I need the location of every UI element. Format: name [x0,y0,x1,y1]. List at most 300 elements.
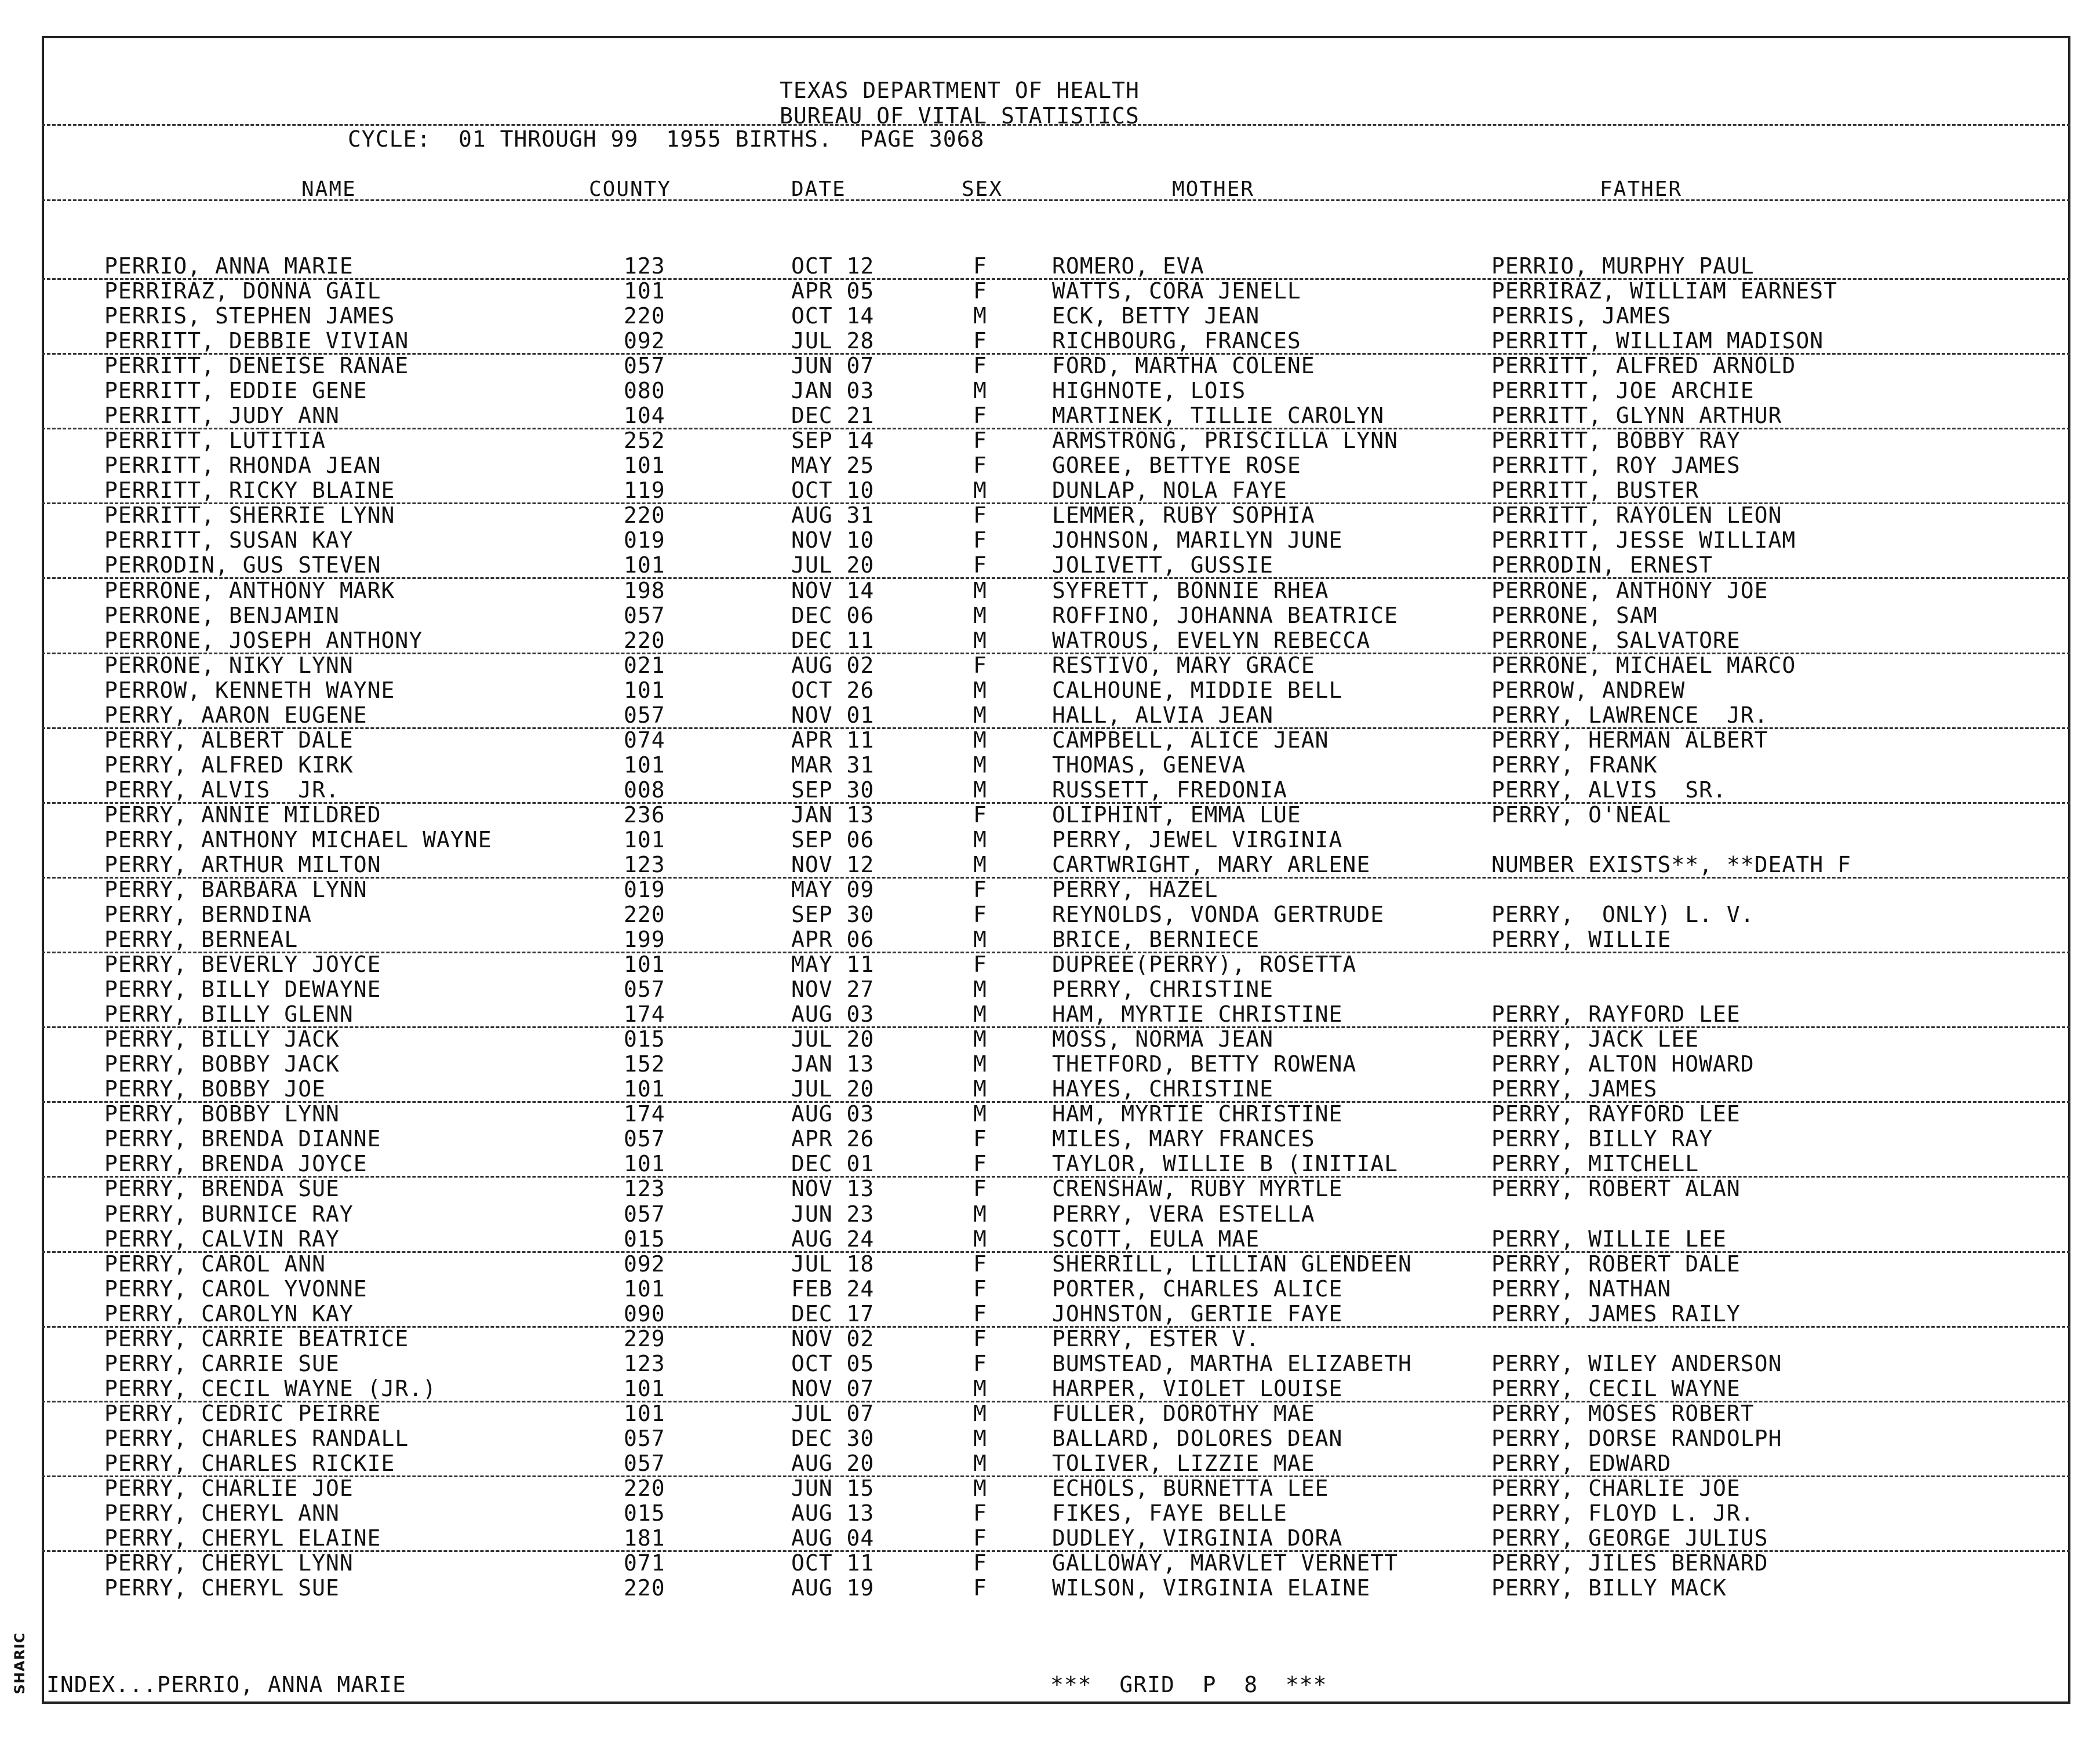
cell-date: JAN 03 [791,378,875,404]
cell-name: PERRY, ARTHUR MILTON [104,851,381,877]
cell-sex: M [973,927,987,953]
cell-mother: MARTINEK, TILLIE CAROLYN [1052,403,1385,429]
cell-date: NOV 07 [791,1375,875,1401]
cell-name: PERRITT, JUDY ANN [104,403,340,429]
cell-county: 015 [624,1226,665,1252]
cell-county: 123 [624,851,665,877]
cell-father: PERRONE, ANTHONY JOE [1491,577,1768,603]
cell-county: 123 [624,1176,665,1202]
cell-county: 071 [624,1550,665,1576]
cell-mother: BALLARD, DOLORES DEAN [1052,1425,1343,1451]
cell-sex: F [973,1300,987,1327]
cell-father: PERRY, JAMES RAILY [1491,1300,1741,1327]
cell-name: PERRITT, DEBBIE VIVIAN [104,328,409,354]
cell-name: PERRITT, SUSAN KAY [104,527,354,553]
cell-name: PERRIS, STEPHEN JAMES [104,303,395,329]
cell-name: PERRITT, LUTITIA [104,428,326,454]
cell-mother: ARMSTRONG, PRISCILLA LYNN [1052,428,1398,454]
cell-father: PERRY, GEORGE JULIUS [1491,1525,1768,1551]
cell-sex: M [973,1450,987,1476]
cell-date: NOV 12 [791,851,875,877]
cell-father: PERRY, EDWARD [1491,1450,1672,1476]
cell-name: PERRY, BARBARA LYNN [104,877,367,902]
cell-sex: M [973,826,987,852]
cell-father: PERRY, BILLY RAY [1491,1126,1713,1152]
cell-mother: OLIPHINT, EMMA LUE [1052,801,1301,828]
cell-father: PERRY, JILES BERNARD [1491,1550,1768,1576]
cell-sex: F [973,253,987,279]
cell-name: PERRY, CHERYL ELAINE [104,1525,381,1551]
cell-mother: SYFRETT, BONNIE RHEA [1052,577,1329,603]
cell-father: PERRITT, JOE ARCHIE [1491,378,1755,404]
cell-mother: BRICE, BERNIECE [1052,927,1260,953]
cell-name: PERRY, BRENDA SUE [104,1176,340,1202]
cell-date: SEP 30 [791,777,875,803]
cell-county: 101 [624,278,665,304]
cell-mother: HAYES, CHRISTINE [1052,1076,1274,1102]
cell-name: PERRONE, JOSEPH ANTHONY [104,627,423,653]
cell-date: JUL 28 [791,328,875,354]
cell-father: PERRY, JAMES [1491,1076,1658,1102]
cell-sex: M [973,977,987,1003]
header-subtitle: BUREAU OF VITAL STATISTICS [780,103,1140,129]
cell-sex: M [973,1101,987,1127]
cell-sex: M [973,303,987,329]
cell-name: PERRY, CHARLES RICKIE [104,1450,395,1476]
cell-sex: M [973,1076,987,1102]
cell-name: PERRY, CHERYL ANN [104,1500,340,1526]
cell-date: JUL 18 [791,1251,875,1277]
cell-father: PERRIS, JAMES [1491,303,1672,329]
cell-date: FEB 24 [791,1276,875,1302]
cell-name: PERRY, ALVIS JR. [104,777,340,803]
cell-date: DEC 11 [791,627,875,653]
column-header-county: COUNTY [589,177,672,201]
cell-date: JUL 20 [791,1076,875,1102]
cell-date: AUG 13 [791,1500,875,1526]
cell-mother: FIKES, FAYE BELLE [1052,1500,1287,1526]
cell-name: PERRY, CHARLES RANDALL [104,1425,409,1451]
cell-sex: F [973,1176,987,1202]
cell-mother: GALLOWAY, MARVLET VERNETT [1052,1550,1398,1576]
cell-sex: M [973,1001,987,1028]
cell-father: PERRY, DORSE RANDOLPH [1491,1425,1782,1451]
cell-county: 057 [624,702,665,728]
cell-county: 236 [624,801,665,828]
cell-date: JUN 15 [791,1475,875,1501]
cell-county: 101 [624,1276,665,1302]
cell-county: 101 [624,952,665,978]
cell-mother: PERRY, VERA ESTELLA [1052,1201,1315,1227]
cell-date: AUG 03 [791,1001,875,1028]
column-header-rule [42,199,2070,201]
cell-county: 092 [624,1251,665,1277]
cell-father: PERRITT, BUSTER [1491,478,1699,504]
cell-name: PERRONE, BENJAMIN [104,602,340,628]
cell-mother: LEMMER, RUBY SOPHIA [1052,502,1315,529]
cell-sex: F [973,502,987,529]
cell-sex: F [973,1126,987,1152]
cell-father: PERRY, RAYFORD LEE [1491,1001,1741,1028]
footer-grid: *** GRID P 8 *** [1050,1672,1327,1697]
cell-county: 220 [624,902,665,928]
header-rule [42,124,2070,126]
cell-father: PERRITT, ALFRED ARNOLD [1491,353,1796,379]
cell-name: PERRY, CHERYL LYNN [104,1550,354,1576]
cell-county: 019 [624,527,665,553]
cell-county: 174 [624,1001,665,1028]
cell-county: 220 [624,502,665,529]
cell-father: PERRY, BILLY MACK [1491,1575,1727,1601]
side-label-text: SHARIC [12,1632,28,1695]
cell-county: 101 [624,677,665,703]
cell-county: 220 [624,627,665,653]
cell-sex: M [973,478,987,504]
cell-sex: M [973,1425,987,1451]
cell-sex: M [973,1375,987,1401]
cell-father: PERRITT, BOBBY RAY [1491,428,1741,454]
cell-county: 152 [624,1051,665,1077]
cell-county: 101 [624,1375,665,1401]
cell-father: PERRY, ROBERT DALE [1491,1251,1741,1277]
cell-name: PERRY, CECIL WAYNE (JR.) [104,1375,437,1401]
cell-county: 008 [624,777,665,803]
cell-name: PERRY, ANTHONY MICHAEL WAYNE [104,826,492,852]
cell-mother: ECK, BETTY JEAN [1052,303,1260,329]
cell-date: APR 26 [791,1126,875,1152]
cell-county: 092 [624,328,665,354]
cell-county: 057 [624,977,665,1003]
row-separator [42,278,2070,280]
cell-county: 057 [624,602,665,628]
cell-date: SEP 06 [791,826,875,852]
cell-father: PERRONE, SALVATORE [1491,627,1741,653]
cell-father: PERRONE, SAM [1491,602,1658,628]
cell-date: DEC 01 [791,1151,875,1177]
cell-father: PERRY, HERMAN ALBERT [1491,727,1768,753]
cell-father: PERRY, LAWRENCE JR. [1491,702,1768,728]
cell-date: NOV 02 [791,1325,875,1351]
cell-county: 074 [624,727,665,753]
cell-county: 057 [624,353,665,379]
cell-mother: WILSON, VIRGINIA ELAINE [1052,1575,1371,1601]
cell-date: DEC 06 [791,602,875,628]
cell-name: PERRY, CALVIN RAY [104,1226,340,1252]
cell-mother: TAYLOR, WILLIE B (INITIAL [1052,1151,1398,1177]
cell-name: PERRY, CHERYL SUE [104,1575,340,1601]
cell-sex: M [973,577,987,603]
cell-name: PERRY, BRENDA JOYCE [104,1151,367,1177]
cell-sex: F [973,552,987,578]
column-header-sex: SEX [962,177,1003,201]
cell-county: 198 [624,577,665,603]
cell-county: 101 [624,453,665,479]
cell-county: 104 [624,403,665,429]
cell-mother: TOLIVER, LIZZIE MAE [1052,1450,1315,1476]
cell-date: AUG 20 [791,1450,875,1476]
cell-date: MAR 31 [791,752,875,778]
cell-father: PERRY, MOSES ROBERT [1491,1400,1755,1426]
cell-father: PERRY, NATHAN [1491,1276,1672,1302]
cell-mother: BUMSTEAD, MARTHA ELIZABETH [1052,1350,1412,1376]
cell-name: PERRITT, EDDIE GENE [104,378,367,404]
cell-name: PERRITT, SHERRIE LYNN [104,502,395,529]
row-separator [42,1176,2070,1178]
cell-sex: F [973,1575,987,1601]
row-separator [42,353,2070,355]
cell-county: 101 [624,1400,665,1426]
cell-name: PERRY, CEDRIC PEIRRE [104,1400,381,1426]
cell-father: PERRIO, MURPHY PAUL [1491,253,1755,279]
cell-name: PERRITT, DENEISE RANAE [104,353,409,379]
cell-date: DEC 30 [791,1425,875,1451]
cell-county: 015 [624,1500,665,1526]
cell-father: PERRY, WILEY ANDERSON [1491,1350,1782,1376]
cell-sex: F [973,902,987,928]
cell-father: PERRY, CECIL WAYNE [1491,1375,1741,1401]
cell-date: DEC 17 [791,1300,875,1327]
cell-mother: FORD, MARTHA COLENE [1052,353,1315,379]
cell-sex: F [973,1251,987,1277]
cell-mother: ROMERO, EVA [1052,253,1204,279]
cell-mother: SCOTT, EULA MAE [1052,1226,1260,1252]
cell-date: OCT 12 [791,253,875,279]
cell-father: PERROW, ANDREW [1491,677,1686,703]
cell-date: JAN 13 [791,801,875,828]
cell-county: 119 [624,478,665,504]
column-header-name: NAME [301,177,356,201]
cell-name: PERRY, AARON EUGENE [104,702,367,728]
cell-date: OCT 11 [791,1550,875,1576]
cell-mother: ECHOLS, BURNETTA LEE [1052,1475,1329,1501]
cell-date: AUG 03 [791,1101,875,1127]
cell-date: AUG 24 [791,1226,875,1252]
cell-date: OCT 10 [791,478,875,504]
cell-name: PERRY, BERNDINA [104,902,312,928]
cell-county: 101 [624,552,665,578]
row-separator [42,1026,2070,1028]
cell-name: PERRY, BOBBY JACK [104,1051,340,1077]
cell-mother: FULLER, DOROTHY MAE [1052,1400,1315,1426]
cycle-line: CYCLE: 01 THROUGH 99 1955 BIRTHS. PAGE 3068 [348,126,985,152]
cell-county: 015 [624,1026,665,1052]
cell-date: SEP 14 [791,428,875,454]
cell-county: 101 [624,1076,665,1102]
cell-name: PERRY, CAROLYN KAY [104,1300,354,1327]
cell-date: MAY 11 [791,952,875,978]
cell-mother: WATTS, CORA JENELL [1052,278,1301,304]
cell-mother: THETFORD, BETTY ROWENA [1052,1051,1357,1077]
cell-date: DEC 21 [791,403,875,429]
cell-county: 174 [624,1101,665,1127]
header-title: TEXAS DEPARTMENT OF HEALTH [780,78,1140,103]
cell-sex: F [973,428,987,454]
cell-name: PERRY, BRENDA DIANNE [104,1126,381,1152]
cell-name: PERRONE, ANTHONY MARK [104,577,395,603]
cell-sex: M [973,1051,987,1077]
cell-sex: F [973,328,987,354]
cell-sex: F [973,952,987,978]
cell-county: 090 [624,1300,665,1327]
cell-mother: PERRY, ESTER V. [1052,1325,1260,1351]
cell-mother: PERRY, CHRISTINE [1052,977,1274,1003]
cell-sex: M [973,1201,987,1227]
cell-date: APR 05 [791,278,875,304]
cell-name: PERRY, BOBBY JOE [104,1076,326,1102]
cell-sex: F [973,527,987,553]
cell-father: PERRITT, GLYNN ARTHUR [1491,403,1782,429]
cell-date: OCT 26 [791,677,875,703]
cell-date: MAY 25 [791,453,875,479]
cell-mother: HAM, MYRTIE CHRISTINE [1052,1101,1343,1127]
cell-father: PERRY, JACK LEE [1491,1026,1699,1052]
cell-name: PERRY, CAROL YVONNE [104,1276,367,1302]
cell-date: NOV 10 [791,527,875,553]
row-separator [42,577,2070,579]
cell-name: PERRY, BOBBY LYNN [104,1101,340,1127]
cell-mother: REYNOLDS, VONDA GERTRUDE [1052,902,1385,928]
cell-name: PERRITT, RICKY BLAINE [104,478,395,504]
cell-name: PERRIRAZ, DONNA GAIL [104,278,381,304]
cell-sex: M [973,1226,987,1252]
cell-date: JUN 23 [791,1201,875,1227]
cell-county: 229 [624,1325,665,1351]
cell-name: PERRY, BURNICE RAY [104,1201,354,1227]
footer-index: INDEX...PERRIO, ANNA MARIE [46,1672,406,1697]
cell-county: 220 [624,303,665,329]
cell-mother: THOMAS, GENEVA [1052,752,1246,778]
cell-father: NUMBER EXISTS**, **DEATH F [1491,851,1851,877]
cell-county: 199 [624,927,665,953]
cell-name: PERRY, ANNIE MILDRED [104,801,381,828]
cell-county: 101 [624,826,665,852]
cell-sex: M [973,677,987,703]
cell-sex: M [973,1026,987,1052]
cell-sex: F [973,1325,987,1351]
row-separator [42,1550,2070,1552]
row-separator [42,877,2070,879]
column-header-date: DATE [791,177,846,201]
row-separator [42,1251,2070,1253]
cell-date: AUG 02 [791,652,875,678]
cell-mother: DUNLAP, NOLA FAYE [1052,478,1287,504]
cell-county: 220 [624,1475,665,1501]
cell-mother: MILES, MARY FRANCES [1052,1126,1315,1152]
cell-date: APR 06 [791,927,875,953]
cell-date: JUN 07 [791,353,875,379]
cell-name: PERRY, ALBERT DALE [104,727,354,753]
cell-sex: M [973,851,987,877]
cell-mother: WATROUS, EVELYN REBECCA [1052,627,1371,653]
cell-name: PERRY, BEVERLY JOYCE [104,952,381,978]
cell-mother: CRENSHAW, RUBY MYRTLE [1052,1176,1343,1202]
cell-date: JUL 07 [791,1400,875,1426]
cell-mother: RICHBOURG, FRANCES [1052,328,1301,354]
cell-date: MAY 09 [791,877,875,902]
cell-county: 019 [624,877,665,902]
cell-name: PERRITT, RHONDA JEAN [104,453,381,479]
cell-sex: F [973,353,987,379]
cell-mother: JOHNSON, MARILYN JUNE [1052,527,1343,553]
cell-county: 057 [624,1201,665,1227]
cell-father: PERRY, MITCHELL [1491,1151,1699,1177]
cell-name: PERRY, BILLY DEWAYNE [104,977,381,1003]
cell-father: PERRITT, WILLIAM MADISON [1491,328,1824,354]
cell-sex: M [973,602,987,628]
cell-mother: MOSS, NORMA JEAN [1052,1026,1274,1052]
cell-sex: M [973,1475,987,1501]
cell-county: 057 [624,1126,665,1152]
cell-county: 181 [624,1525,665,1551]
cell-mother: SHERRILL, LILLIAN GLENDEEN [1052,1251,1412,1277]
cell-sex: F [973,1151,987,1177]
cell-sex: F [973,1525,987,1551]
cell-date: AUG 04 [791,1525,875,1551]
cell-father: PERRITT, RAYOLEN LEON [1491,502,1782,529]
cell-county: 057 [624,1425,665,1451]
cell-father: PERRODIN, ERNEST [1491,552,1713,578]
cell-sex: F [973,1276,987,1302]
cell-mother: RUSSETT, FREDONIA [1052,777,1287,803]
cell-date: AUG 19 [791,1575,875,1601]
cell-county: 101 [624,752,665,778]
column-header-mother: MOTHER [1172,177,1255,201]
cell-name: PERRY, BERNEAL [104,927,299,953]
cell-sex: M [973,627,987,653]
cell-sex: F [973,453,987,479]
cell-date: NOV 14 [791,577,875,603]
cell-sex: F [973,1500,987,1526]
cell-county: 021 [624,652,665,678]
cell-name: PERRY, CHARLIE JOE [104,1475,354,1501]
cell-county: 080 [624,378,665,404]
cell-sex: M [973,727,987,753]
cell-name: PERRODIN, GUS STEVEN [104,552,381,578]
row-separator [42,1401,2070,1402]
cell-sex: F [973,403,987,429]
cell-sex: F [973,877,987,902]
cell-father: PERRY, ALVIS SR. [1491,777,1727,803]
row-separator [42,1475,2070,1477]
cell-name: PERRY, ALFRED KIRK [104,752,354,778]
cell-name: PERRY, BILLY JACK [104,1026,340,1052]
cell-father: PERRONE, MICHAEL MARCO [1491,652,1796,678]
cell-date: APR 11 [791,727,875,753]
row-separator [42,727,2070,729]
cell-mother: GOREE, BETTYE ROSE [1052,453,1301,479]
cell-mother: JOLIVETT, GUSSIE [1052,552,1274,578]
cell-date: OCT 14 [791,303,875,329]
row-separator [42,802,2070,804]
cell-father: PERRY, WILLIE LEE [1491,1226,1727,1252]
cell-mother: HALL, ALVIA JEAN [1052,702,1274,728]
cell-county: 101 [624,1151,665,1177]
cell-mother: PERRY, JEWEL VIRGINIA [1052,826,1343,852]
cell-mother: PERRY, HAZEL [1052,877,1218,902]
cell-sex: M [973,777,987,803]
cell-father: PERRY, WILLIE [1491,927,1672,953]
cell-mother: DUPREE(PERRY), ROSETTA [1052,952,1357,978]
cell-sex: F [973,801,987,828]
cell-father: PERRY, ONLY) L. V. [1491,902,1755,928]
cell-father: PERRY, FLOYD L. JR. [1491,1500,1755,1526]
cell-sex: M [973,752,987,778]
cell-date: NOV 13 [791,1176,875,1202]
cell-date: NOV 27 [791,977,875,1003]
cell-county: 123 [624,253,665,279]
cell-sex: F [973,278,987,304]
cell-mother: CARTWRIGHT, MARY ARLENE [1052,851,1371,877]
